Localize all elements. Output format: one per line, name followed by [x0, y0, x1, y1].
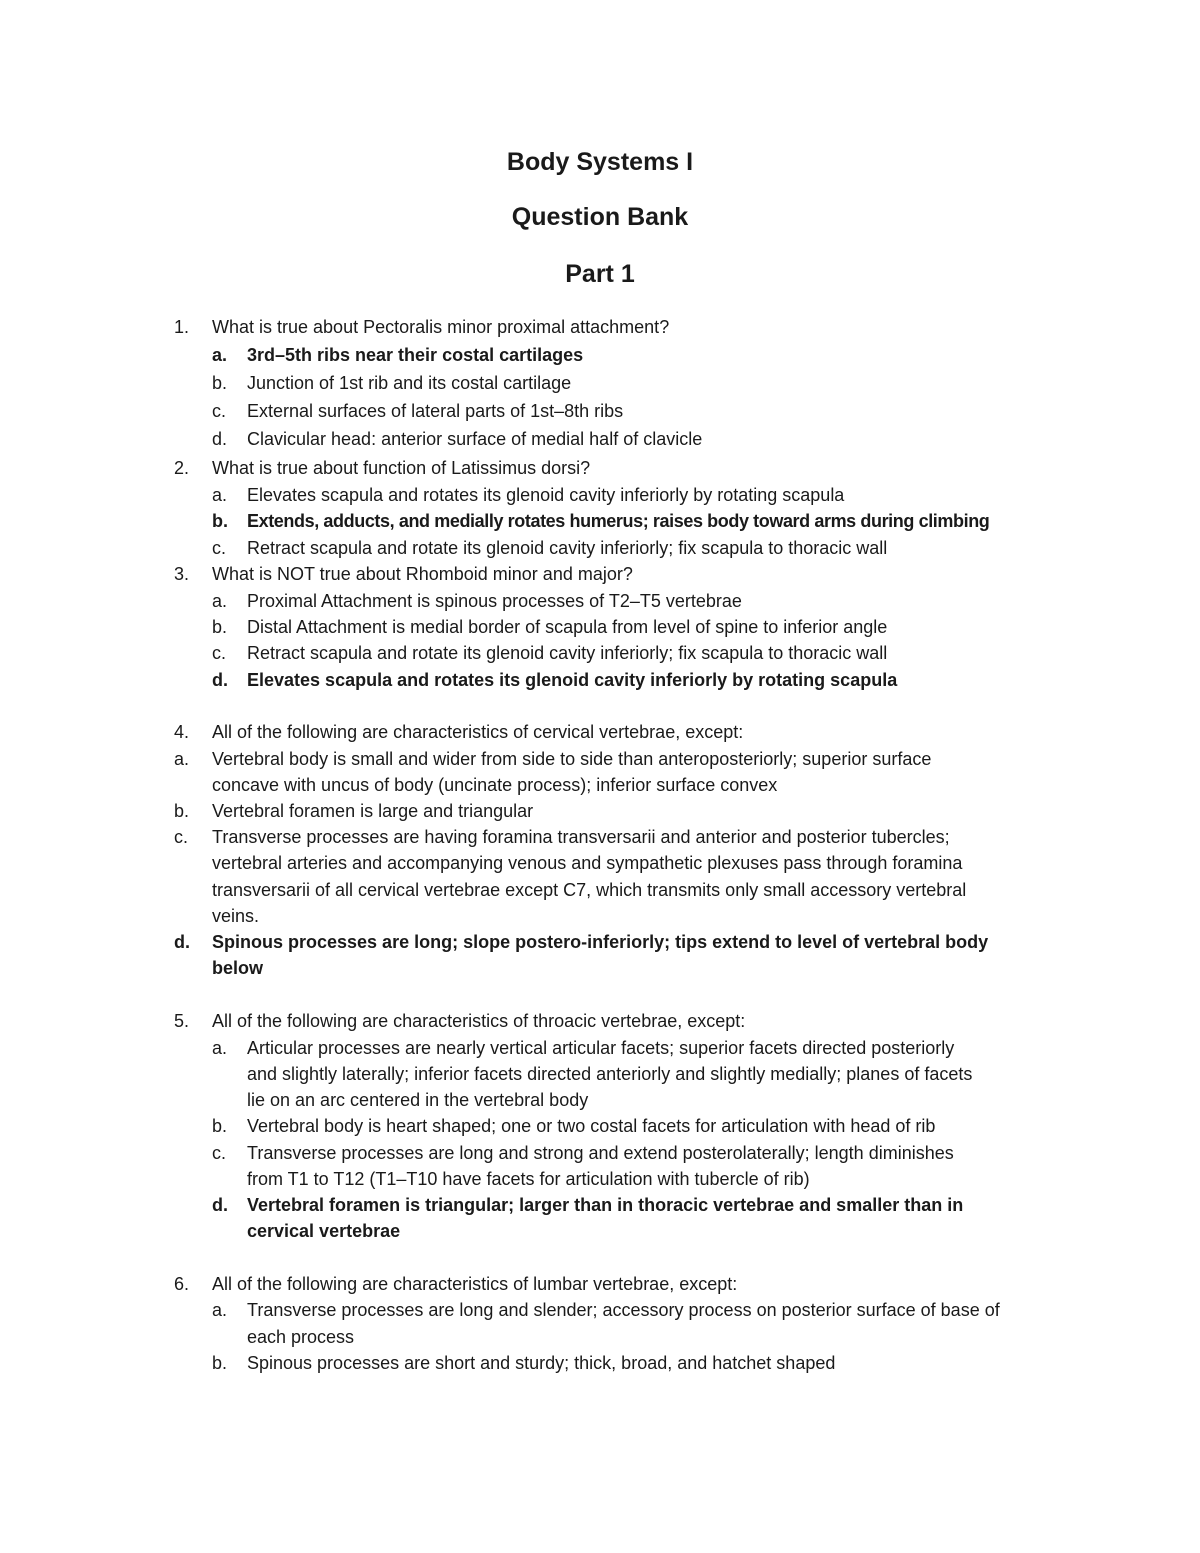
option-text-line: Articular processes are nearly vertical articular facets; superior facets directed posteriorly — [247, 1038, 955, 1058]
option-text-line: transversarii of all cervical vertebrae except C7, which transmits only small accessory vertebral — [212, 880, 967, 900]
option-text-line: Spinous processes are short and sturdy; thick, broad, and hatchet shaped — [247, 1353, 836, 1373]
option-letter: d. — [212, 670, 228, 690]
option-text-line: Vertebral body is heart shaped; one or two costal facets for articulation with head of rib — [247, 1116, 936, 1136]
option-text-line: Vertebral foramen is large and triangular — [212, 801, 534, 821]
question-number: 5. — [174, 1011, 190, 1031]
question-number: 4. — [174, 722, 190, 742]
question-text: All of the following are characteristics of throacic vertebrae, except: — [212, 1011, 746, 1031]
option-text: Retract scapula and rotate its glenoid cavity inferiorly; fix scapula to thoracic wall — [247, 643, 888, 663]
option-letter: d. — [212, 1195, 228, 1215]
option-text: Elevates scapula and rotates its glenoid cavity inferiorly by rotating scapula — [247, 670, 898, 690]
option-letter: d. — [212, 429, 228, 449]
question-text: What is NOT true about Rhomboid minor and major? — [212, 564, 633, 584]
option-letter: c. — [212, 401, 227, 421]
option-text-line: lie on an arc centered in the vertebral body — [247, 1090, 589, 1110]
document-subtitle: Question Bank — [511, 203, 689, 231]
option-letter: d. — [174, 932, 190, 952]
option-text: Extends, adducts, and medially rotates humerus; raises body toward arms during climbing — [247, 511, 990, 531]
option-text-line: Transverse processes are having foramina transversarii and anterior and posterior tubercles; — [212, 827, 950, 847]
question-text: All of the following are characteristics of cervical vertebrae, except: — [212, 722, 744, 742]
option-text: External surfaces of lateral parts of 1st–8th ribs — [247, 401, 624, 421]
option-text-line: Transverse processes are long and slender; accessory process on posterior surface of base of — [247, 1300, 1000, 1320]
option-text: Clavicular head: anterior surface of medial half of clavicle — [247, 429, 703, 449]
option-letter: b. — [212, 511, 228, 531]
option-text-line: vertebral arteries and accompanying venous and sympathetic plexuses pass through foramina — [212, 853, 963, 873]
option-text: Elevates scapula and rotates its glenoid cavity inferiorly by rotating scapula — [247, 485, 845, 505]
option-text-line: cervical vertebrae — [247, 1221, 401, 1241]
option-text: Proximal Attachment is spinous processes of T2–T5 vertebrae — [247, 591, 742, 611]
document-title: Body Systems I — [506, 148, 694, 176]
option-letter: b. — [174, 801, 190, 821]
option-text: 3rd–5th ribs near their costal cartilages — [247, 345, 584, 365]
question-text: All of the following are characteristics of lumbar vertebrae, except: — [212, 1274, 738, 1294]
option-text-line: each process — [247, 1327, 355, 1347]
question-text: What is true about Pectoralis minor proximal attachment? — [212, 317, 670, 337]
option-text-line: below — [212, 958, 264, 978]
option-letter: a. — [212, 345, 228, 365]
option-letter: b. — [212, 1116, 228, 1136]
option-text-line: and slightly laterally; inferior facets directed anteriorly and slightly medially; planes of facets — [247, 1064, 973, 1084]
option-letter: c. — [212, 538, 227, 558]
option-letter: a. — [212, 591, 228, 611]
option-letter: b. — [212, 1353, 228, 1373]
option-text-line: Vertebral foramen is triangular; larger than in thoracic vertebrae and smaller than in — [247, 1195, 964, 1215]
option-text-line: Transverse processes are long and strong and extend posterolaterally; length diminishes — [247, 1143, 954, 1163]
option-letter: a. — [212, 485, 228, 505]
question-text: What is true about function of Latissimus dorsi? — [212, 458, 591, 478]
option-text-line: Spinous processes are long; slope postero-inferiorly; tips extend to level of vertebral body — [212, 932, 989, 952]
option-letter: a. — [212, 1038, 228, 1058]
option-letter: b. — [212, 617, 228, 637]
question-number: 2. — [174, 458, 190, 478]
question-number: 3. — [174, 564, 190, 584]
option-text-line: from T1 to T12 (T1–T10 have facets for articulation with tubercle of rib) — [247, 1169, 810, 1189]
option-text-line: veins. — [212, 906, 260, 926]
option-letter: c. — [174, 827, 189, 847]
option-text: Retract scapula and rotate its glenoid cavity inferiorly; fix scapula to thoracic wall — [247, 538, 888, 558]
option-text: Junction of 1st rib and its costal cartilage — [247, 373, 572, 393]
question-number: 6. — [174, 1274, 190, 1294]
option-letter: b. — [212, 373, 228, 393]
option-text-line: concave with uncus of body (uncinate process); inferior surface convex — [212, 775, 778, 795]
option-text: Distal Attachment is medial border of scapula from level of spine to inferior angle — [247, 617, 888, 637]
question-number: 1. — [174, 317, 190, 337]
option-letter: a. — [174, 749, 190, 769]
document-part: Part 1 — [565, 260, 635, 288]
option-letter: c. — [212, 1143, 227, 1163]
option-letter: a. — [212, 1300, 228, 1320]
option-text-line: Vertebral body is small and wider from side to side than anteroposteriorly; superior surface — [212, 749, 932, 769]
option-letter: c. — [212, 643, 227, 663]
